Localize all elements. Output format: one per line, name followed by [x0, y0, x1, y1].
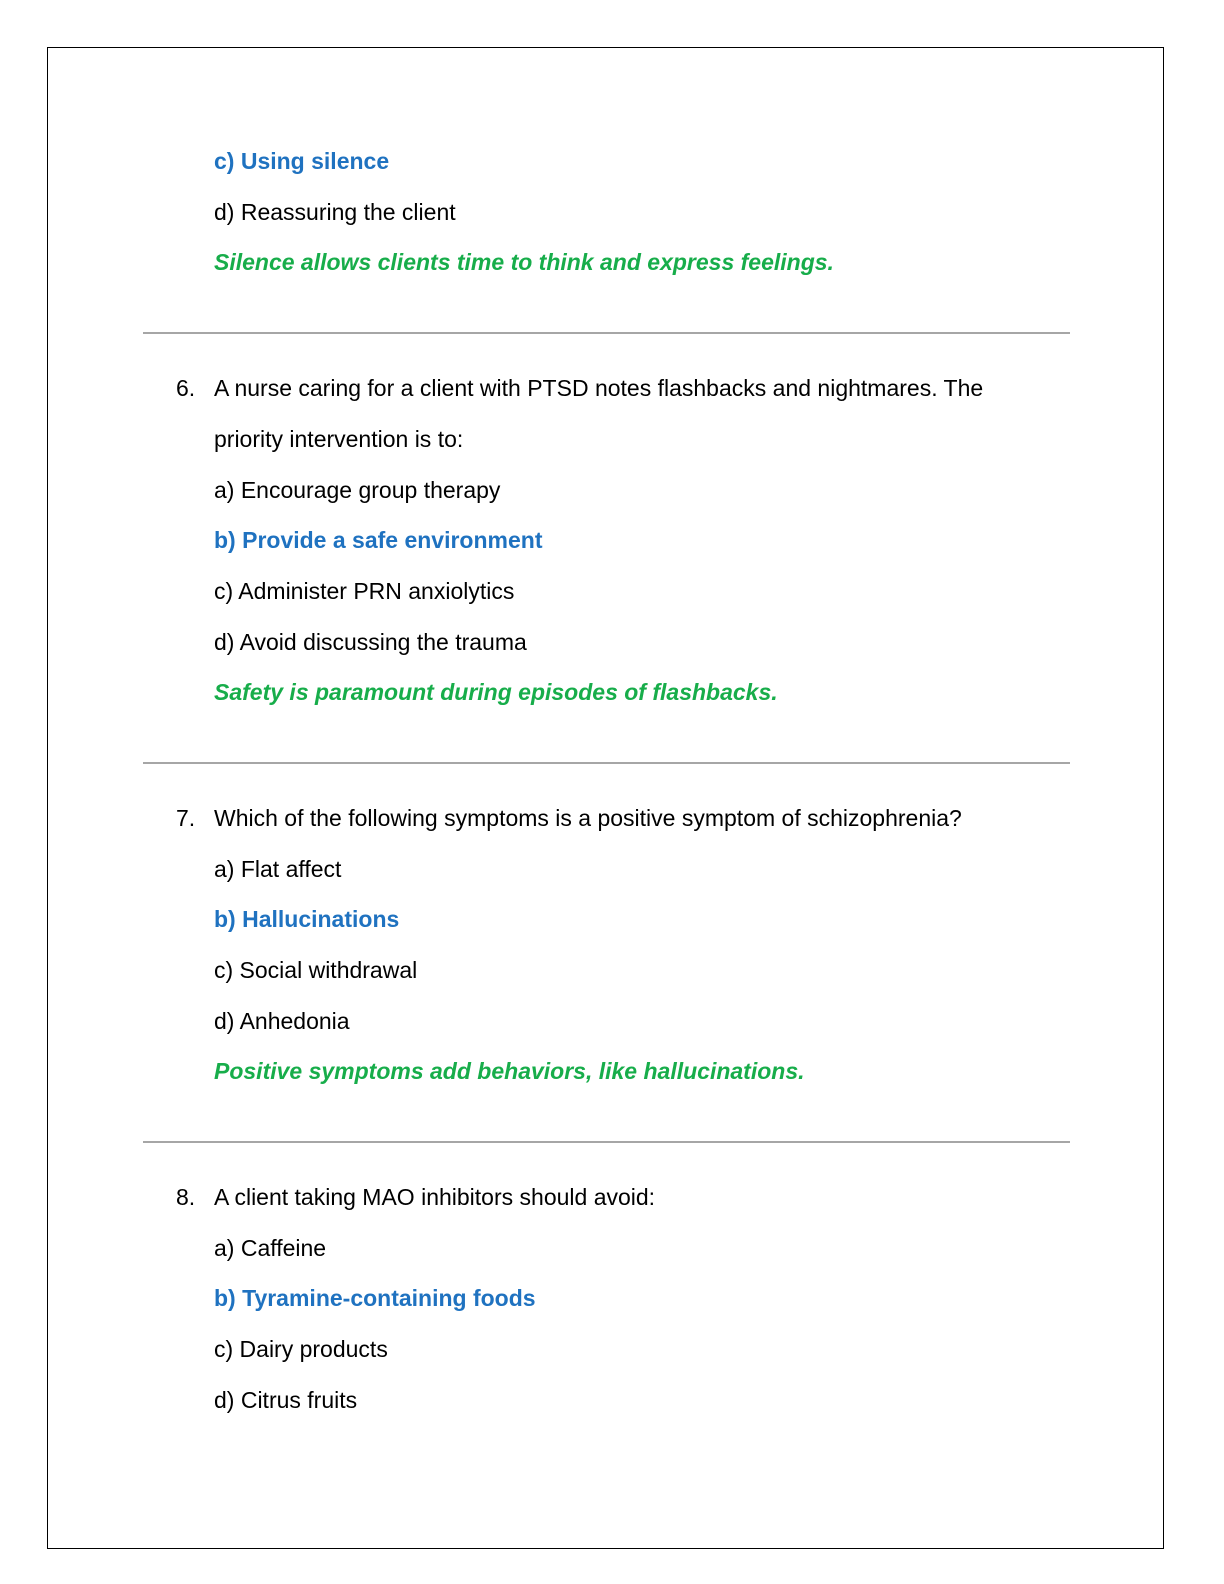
q6-stem-line2: priority intervention is to: [214, 426, 464, 452]
q7-option-c: c) Social withdrawal [214, 957, 418, 983]
q5-option-c-correct: c) Using silence [214, 148, 390, 174]
q7-option-d: d) Anhedonia [214, 1008, 350, 1034]
q8-stem-line1: A client taking MAO inhibitors should avoid: [214, 1184, 656, 1210]
q6-number: 6. [176, 375, 196, 401]
q8-option-d: d) Citrus fruits [214, 1387, 358, 1413]
q7-option-b-correct: b) Hallucinations [214, 906, 400, 932]
divider [143, 762, 1070, 764]
divider [143, 1141, 1070, 1143]
q6-option-b-correct: b) Provide a safe environment [214, 527, 543, 553]
q8-number: 8. [176, 1184, 196, 1210]
q6-rationale: Safety is paramount during episodes of flashbacks. [214, 679, 778, 705]
q5-option-d: d) Reassuring the client [214, 199, 456, 225]
q6-option-c: c) Administer PRN anxiolytics [214, 578, 515, 604]
q7-stem-line1: Which of the following symptoms is a positive symptom of schizophrenia? [214, 805, 962, 831]
q8-option-a: a) Caffeine [214, 1235, 327, 1261]
q5-rationale: Silence allows clients time to think and express feelings. [214, 249, 834, 275]
q8-option-b-correct: b) Tyramine-containing foods [214, 1285, 536, 1311]
q7-number: 7. [176, 805, 196, 831]
q7-option-a: a) Flat affect [214, 856, 342, 882]
q6-option-a: a) Encourage group therapy [214, 477, 501, 503]
q6-stem-line1: A nurse caring for a client with PTSD notes flashbacks and nightmares. The [214, 375, 984, 401]
q8-option-c: c) Dairy products [214, 1336, 388, 1362]
q6-option-d: d) Avoid discussing the trauma [214, 629, 527, 655]
divider [143, 332, 1070, 334]
q7-rationale: Positive symptoms add behaviors, like hallucinations. [214, 1058, 805, 1084]
